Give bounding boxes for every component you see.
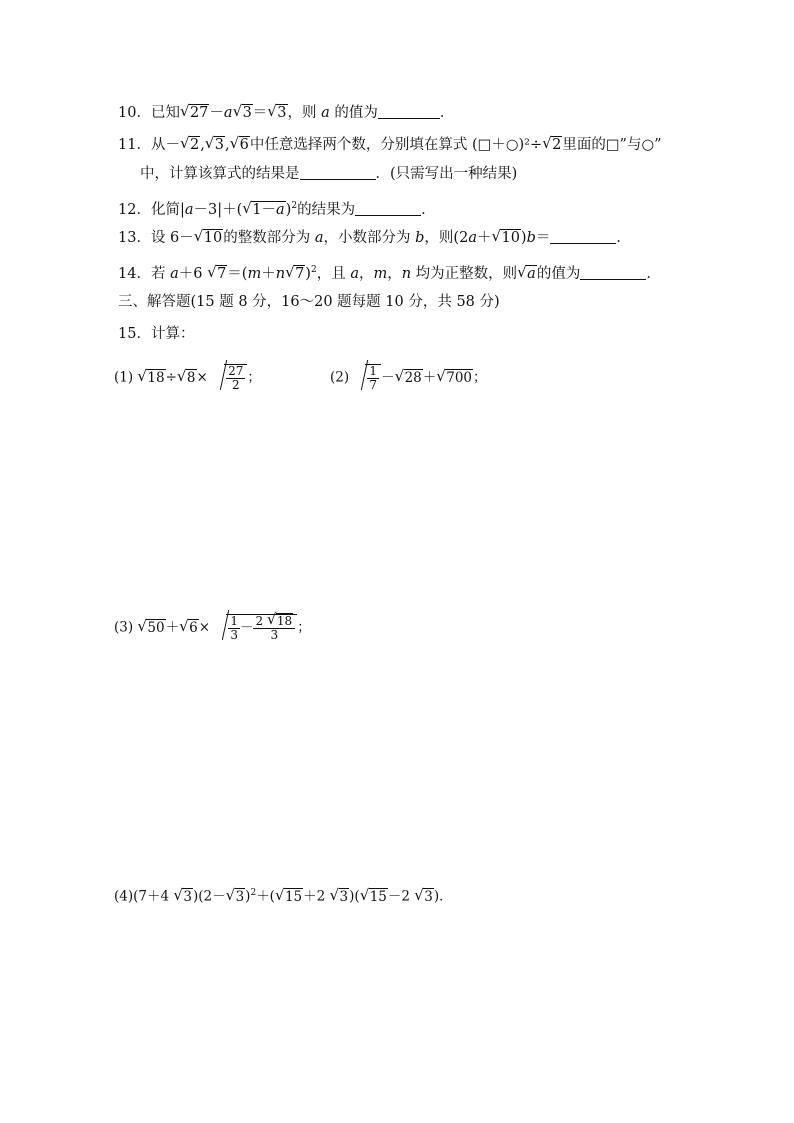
radical: √ 7 [285, 264, 305, 284]
radical: √ 2 [542, 135, 562, 155]
fraction: $\frac{2 √ 18}{3}$ [253, 615, 295, 642]
radical: √ 6 [230, 135, 250, 155]
radical: √ 10 [194, 228, 223, 248]
answer-blank[interactable] [550, 229, 616, 244]
part-1: (1) √ 18÷√ 8× $\frac{27}{2}$ ； [114, 364, 261, 392]
question-13: 13．设 6－√ 10的整数部分为 a，小数部分为 b，则(2a＋√ 10)b＝ ． [118, 228, 631, 248]
radical: √ 3 [330, 887, 350, 907]
radical: √ 1－a [242, 200, 285, 220]
radical: √ 15 [275, 887, 303, 907]
radical: √ 10 [491, 228, 520, 248]
question-number: 11． [118, 137, 151, 153]
fraction-radical [353, 364, 381, 392]
fraction-radical [212, 364, 247, 392]
question-14: 14．若 a＋6 √ 7＝(m＋n√ 7)$^2$，且 a，m，n 均为正整数，则√ a的值为 ． [118, 260, 661, 284]
radical: √ a [517, 264, 537, 284]
part-2: (2) $\frac{1}{7}$ －√ 28＋√ 700； [330, 364, 487, 392]
radical: √ 7 [207, 264, 227, 284]
radical: √ 18 [137, 368, 165, 388]
part-3: (3) √ 50＋√ 6× $\frac{1}{3}$ － $\frac{2 √ 18}{3}$ ； [114, 614, 311, 642]
radical: √ 50 [137, 618, 165, 638]
radical: √ 3 [267, 103, 287, 123]
radical: √ 28 [395, 368, 423, 388]
answer-blank[interactable] [300, 165, 376, 180]
part-4: (4)(7＋4 √ 3)(2－√ 3)$^2$＋(√ 15＋2 √ 3)(√ 15－2 √ 3)． [114, 883, 453, 907]
question-15: 15．计算： [118, 326, 195, 342]
radical: √ 6 [179, 618, 199, 638]
radical: √ 700 [436, 368, 473, 388]
answer-blank[interactable] [580, 265, 646, 280]
radical: √ 3 [414, 887, 434, 907]
question-10: 10．已知√ 27－a√ 3＝√ 3，则 a 的值为 ． [118, 103, 454, 123]
fraction: $\frac{27}{2}$ [228, 364, 244, 392]
radical: √ 18 [267, 615, 293, 628]
fraction: $\frac{1}{7}$ [369, 364, 378, 392]
answer-blank[interactable] [355, 201, 421, 216]
radical: √ 3 [205, 135, 225, 155]
section-heading: 三、解答题(15 题 8 分，16～20 题每题 10 分，共 58 分) [118, 294, 500, 310]
question-number: 14． [118, 265, 151, 282]
radical: √ 3 [173, 887, 193, 907]
question-number: 15． [118, 326, 151, 342]
fraction-radical: $\frac{1}{3}$ － $\frac{2 √ 18}{3}$ [214, 614, 297, 642]
radical: √ 15 [360, 887, 388, 907]
question-12: 12．化简|a－3|＋(√ 1－a)$^2$的结果为 ． [118, 196, 436, 220]
radical: √ 3 [233, 103, 253, 123]
radical: √ 3 [226, 887, 246, 907]
radical: √ 8 [177, 368, 197, 388]
fraction: $\frac{1}{3}$ [230, 614, 238, 642]
question-11: 11．从－√ 2,√ 3,√ 6中任意选择两个数，分别填在算式 (□＋○)²÷√ 2里面的□”与○” [118, 135, 662, 155]
question-number: 13． [118, 230, 151, 246]
answer-blank[interactable] [378, 104, 440, 119]
question-number: 12． [118, 201, 151, 218]
question-11-continued: 中，计算该算式的结果是 ．(只需写出一种结果) [140, 166, 518, 182]
radical: √ 2 [180, 135, 200, 155]
question-number: 10． [118, 105, 151, 121]
radical: √ 27 [180, 103, 209, 123]
